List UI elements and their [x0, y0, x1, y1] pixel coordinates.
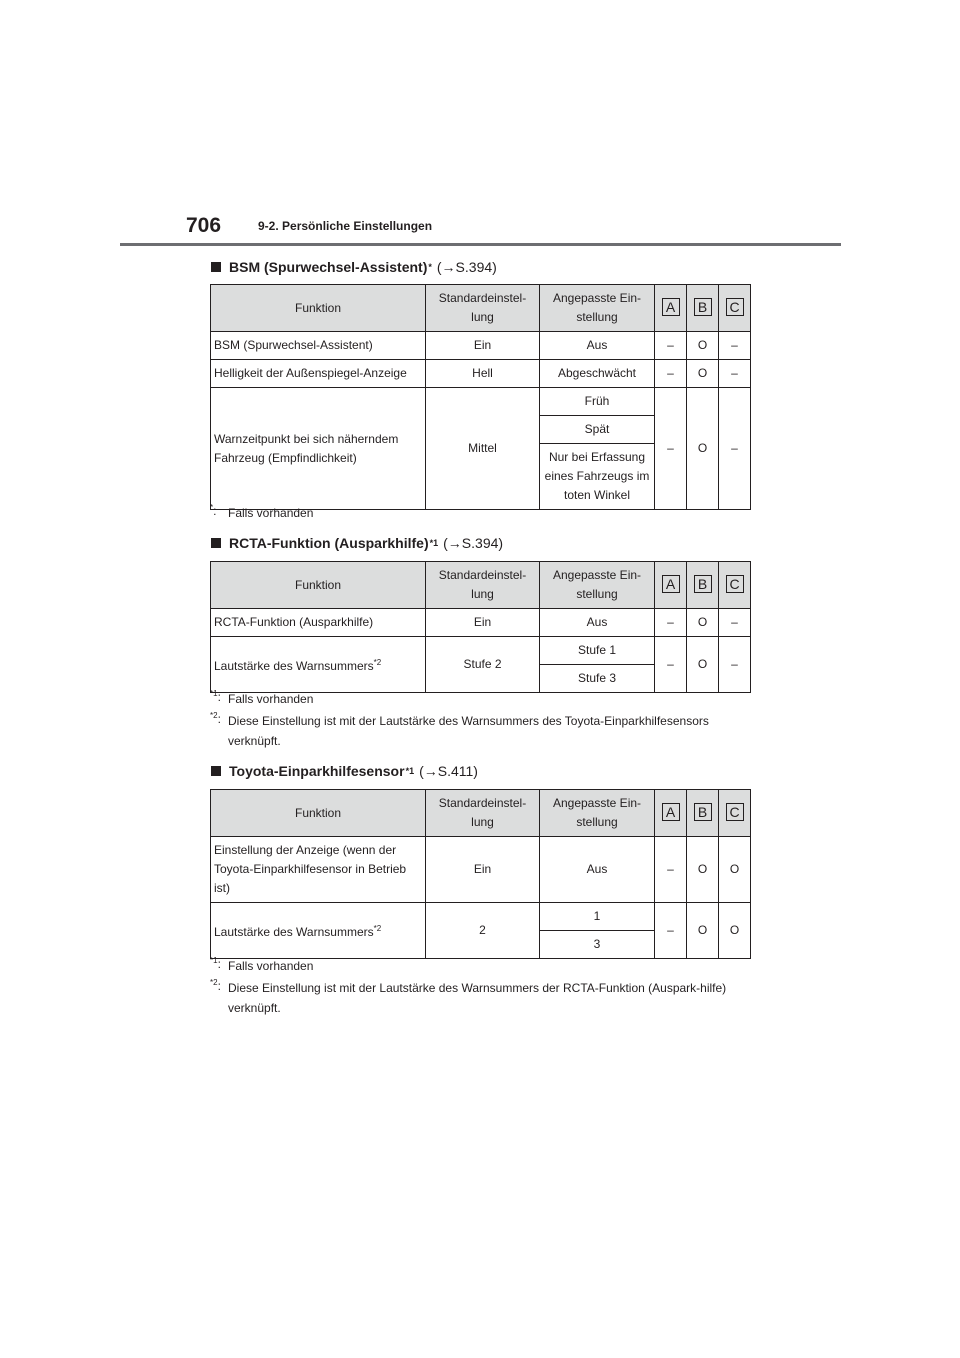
table-row: Lautstärke des Warnsummers$^{*2}$ Stufe 2 Stufe 1 – O –: [211, 637, 751, 665]
table-row: Helligkeit der Außenspiegel-Anzeige Hell Abgeschwächt – O –: [211, 360, 751, 388]
table-row: Lautstärke des Warnsummers$^{*2}$ 2 1 – O O: [211, 903, 751, 931]
header-a: A: [662, 575, 680, 593]
table-row: Nur bei Erfassung eines Fahrzeugs im toten Winkel: [211, 444, 751, 510]
bsm-table: [210, 284, 751, 510]
header-c: C: [726, 575, 744, 593]
header-angepasst: Angepasste Ein-stellung: [540, 790, 655, 837]
page-reference[interactable]: (→S.411): [419, 763, 478, 779]
table-row: Stufe 3: [211, 665, 751, 693]
header-c: C: [726, 803, 744, 821]
header-angepasst: Angepasste Ein-stellung: [540, 285, 655, 332]
page-reference[interactable]: (→S.394): [443, 535, 504, 551]
chapter-title: 9-2. Persönliche Einstellungen: [258, 219, 433, 233]
header-divider: [120, 243, 841, 246]
bullet-square-icon: [211, 538, 221, 548]
toyota-table: [210, 789, 751, 959]
header-standard: Standardeinstel-lung: [426, 285, 540, 332]
table-header-row: [211, 285, 751, 332]
footnote: $^{*1}$: Falls vorhanden: [210, 689, 314, 706]
page-reference[interactable]: (→S.394): [436, 259, 497, 275]
rcta-table: [210, 561, 751, 693]
table-row: 3: [211, 931, 751, 959]
header-b: B: [694, 298, 712, 316]
toyota-section-title: Toyota-Einparkhilfesensor *1 (→S.411): [211, 763, 478, 779]
table-row: BSM (Spurwechsel-Assistent) Ein Aus – O –: [211, 332, 751, 360]
footnote: $^{*2}$: Diese Einstellung ist mit der Lautstärke des Warnsummers des Toyota-Einparkhilfesensors verknüpft.: [210, 711, 709, 748]
header-a: A: [662, 298, 680, 316]
page-number: 706: [186, 214, 222, 237]
table-header-row: [211, 790, 751, 837]
table-row: RCTA-Funktion (Ausparkhilfe) Ein Aus – O –: [211, 609, 751, 637]
header-b: B: [694, 575, 712, 593]
table-row: Spät: [211, 416, 751, 444]
bullet-square-icon: [211, 766, 221, 776]
table-row: Warnzeitpunkt bei sich näherndem Fahrzeug (Empfindlichkeit) Mittel Früh – O –: [211, 388, 751, 416]
header-angepasst: Angepasste Ein-stellung: [540, 562, 655, 609]
header-c: C: [726, 298, 744, 316]
header-standard: Standardeinstel-lung: [426, 562, 540, 609]
footnote: *: Falls vorhanden: [210, 503, 314, 520]
header-b: B: [694, 803, 712, 821]
rcta-section-title: RCTA-Funktion (Ausparkhilfe) *1 (→S.394): [211, 535, 503, 551]
header-funktion: Funktion: [211, 285, 426, 332]
bullet-square-icon: [211, 262, 221, 272]
header-funktion: Funktion: [211, 562, 426, 609]
table-row: Einstellung der Anzeige (wenn der Toyota-Einparkhilfesensor in Betrieb ist) Ein Aus – O O: [211, 837, 751, 903]
footnote: $^{*1}$: Falls vorhanden: [210, 956, 314, 973]
footnote: $^{*2}$: Diese Einstellung ist mit der Lautstärke des Warnsummers der RCTA-Funktion (Auspark-hilfe) verknüpft.: [210, 978, 727, 1015]
header-funktion: Funktion: [211, 790, 426, 837]
header-standard: Standardeinstel-lung: [426, 790, 540, 837]
table-header-row: [211, 562, 751, 609]
header-a: A: [662, 803, 680, 821]
bsm-section-title: BSM (Spurwechsel-Assistent) * (→S.394): [211, 259, 497, 275]
